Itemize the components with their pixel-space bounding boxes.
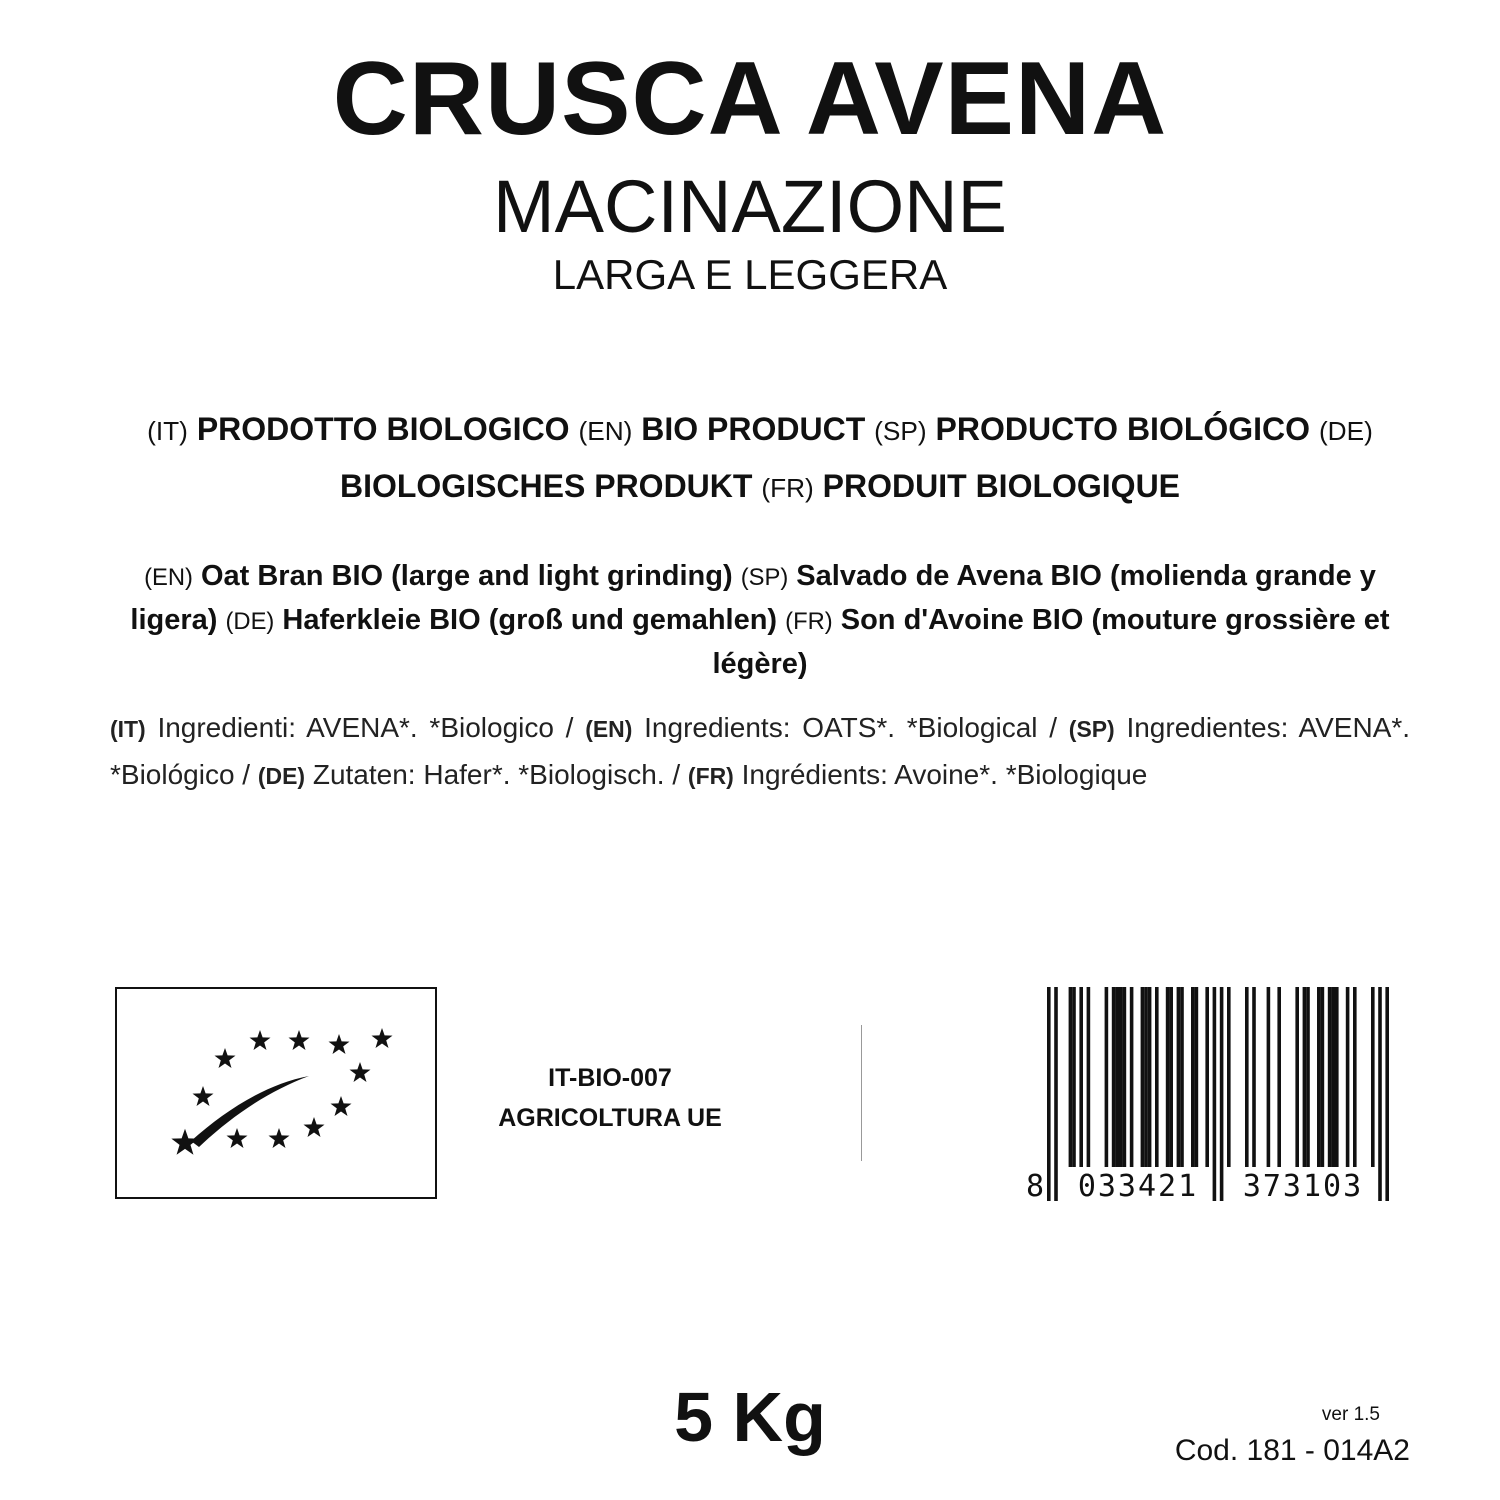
barcode-bar bbox=[1220, 987, 1224, 1201]
ingredients-text-de: Zutaten: Hafer*. *Biologisch. / bbox=[312, 759, 681, 790]
barcode-bar bbox=[1335, 987, 1339, 1167]
barcode-bar bbox=[1105, 987, 1109, 1167]
barcode-first-digit: 8 bbox=[1025, 1169, 1045, 1204]
barcode-bar bbox=[1195, 987, 1199, 1167]
lang-tag-de: (DE) bbox=[225, 608, 275, 635]
eu-organic-logo bbox=[115, 987, 437, 1199]
barcode-bar bbox=[1378, 987, 1382, 1201]
barcode-bar bbox=[1245, 987, 1249, 1167]
barcode-bar bbox=[1205, 987, 1209, 1167]
barcode-bar bbox=[1144, 987, 1148, 1167]
barcode-bar bbox=[1353, 987, 1357, 1167]
barcode-bar bbox=[1252, 987, 1256, 1167]
net-weight: 5 Kg bbox=[674, 1378, 826, 1456]
barcode-bar bbox=[1087, 987, 1091, 1167]
barcode-bar bbox=[1321, 987, 1325, 1167]
barcode-bar bbox=[1155, 987, 1159, 1167]
lang-tag-sp: (SP) bbox=[874, 416, 927, 446]
lang-tag-de: (DE) bbox=[1318, 416, 1373, 446]
barcode-bar bbox=[1169, 987, 1173, 1167]
barcode-bar bbox=[1303, 987, 1307, 1167]
product-grind-type: LARGA E LEGGERA bbox=[552, 251, 948, 298]
barcode-bar bbox=[1123, 987, 1127, 1167]
product-title: CRUSCA AVENA bbox=[332, 41, 1168, 157]
barcode-bar bbox=[1213, 987, 1217, 1201]
bio-text-en: BIO PRODUCT bbox=[641, 411, 866, 447]
lang-tag-fr: (FR) bbox=[687, 763, 734, 789]
barcode-bar bbox=[1141, 987, 1145, 1167]
barcode-bar bbox=[1079, 987, 1083, 1167]
ingredients-text-fr: Ingrédients: Avoine*. *Biologique bbox=[741, 759, 1148, 790]
lang-tag-it: (IT) bbox=[147, 416, 188, 446]
barcode-bar bbox=[1148, 987, 1152, 1167]
ean-barcode bbox=[1020, 985, 1410, 1205]
name-text-sp: Salvado de Avena BIO (molienda grande y ligera) bbox=[130, 560, 1376, 636]
barcode-bar bbox=[1385, 987, 1389, 1201]
barcode-bar bbox=[1177, 987, 1181, 1167]
barcode-icon bbox=[1020, 985, 1410, 1205]
bio-text-sp: PRODUCTO BIOLÓGICO bbox=[935, 411, 1311, 447]
barcode-bar bbox=[1346, 987, 1350, 1167]
barcode-bar bbox=[1295, 987, 1299, 1167]
barcode-bar bbox=[1047, 987, 1051, 1201]
bio-text-fr: PRODUIT BIOLOGIQUE bbox=[822, 468, 1181, 504]
barcode-bar bbox=[1069, 987, 1073, 1167]
ingredients-text-en: Ingredients: OATS*. *Biological / bbox=[644, 712, 1058, 743]
certification-info bbox=[470, 1058, 750, 1138]
label-version: ver 1.5 bbox=[1321, 1404, 1380, 1425]
barcode-bar bbox=[1331, 987, 1335, 1167]
barcode-bar bbox=[1227, 987, 1231, 1167]
eu-organic-leaf-icon bbox=[117, 989, 435, 1197]
bio-statement bbox=[110, 402, 1410, 516]
lang-tag-sp: (SP) bbox=[740, 564, 789, 591]
lang-tag-en: (EN) bbox=[144, 564, 193, 591]
barcode-bar bbox=[1072, 987, 1076, 1167]
barcode-right-group: 373103 bbox=[1242, 1169, 1364, 1204]
barcode-bar bbox=[1119, 987, 1123, 1167]
lang-tag-fr: (FR) bbox=[761, 473, 814, 503]
bio-text-it: PRODOTTO BIOLOGICO bbox=[196, 411, 570, 447]
barcode-bar bbox=[1115, 987, 1119, 1167]
bio-text-de: BIOLOGISCHES PRODUKT bbox=[339, 468, 753, 504]
product-subtitle: MACINAZIONE bbox=[493, 165, 1007, 248]
lang-tag-sp: (SP) bbox=[1068, 716, 1115, 742]
certification-code: IT-BIO-007 bbox=[548, 1064, 672, 1092]
product-code: Cod. 181 - 014A2 bbox=[1174, 1434, 1410, 1467]
barcode-bar bbox=[1130, 987, 1134, 1167]
name-text-de: Haferkleie BIO (groß und gemahlen) bbox=[282, 604, 778, 636]
barcode-bar bbox=[1277, 987, 1281, 1167]
barcode-bar bbox=[1306, 987, 1310, 1167]
agriculture-origin: AGRICOLTURA UE bbox=[498, 1104, 722, 1132]
ingredients-text-it: Ingredienti: AVENA*. *Biologico / bbox=[157, 712, 574, 743]
barcode-bar bbox=[1267, 987, 1271, 1167]
lang-tag-it: (IT) bbox=[110, 716, 146, 742]
barcode-bar bbox=[1371, 987, 1375, 1167]
barcode-bar bbox=[1054, 987, 1058, 1201]
lang-tag-en: (EN) bbox=[585, 716, 633, 742]
barcode-bar bbox=[1112, 987, 1116, 1167]
ingredients-text-sp: Ingredientes: AVENA*. *Biológico / bbox=[110, 712, 1411, 790]
barcode-bar bbox=[1166, 987, 1170, 1167]
name-text-en: Oat Bran BIO (large and light grinding) bbox=[200, 560, 733, 592]
barcode-bar bbox=[1328, 987, 1332, 1167]
name-text-fr: Son d'Avoine BIO (mouture grossière et légère) bbox=[712, 604, 1390, 680]
lang-tag-fr: (FR) bbox=[785, 608, 833, 635]
barcode-bar bbox=[1191, 987, 1195, 1167]
barcode-bar bbox=[1180, 987, 1184, 1167]
barcode-left-group: 033421 bbox=[1077, 1169, 1199, 1204]
product-names bbox=[110, 555, 1410, 685]
lang-tag-en: (EN) bbox=[578, 416, 633, 446]
ingredients-list bbox=[110, 705, 1410, 799]
lang-tag-de: (DE) bbox=[257, 763, 306, 789]
divider bbox=[861, 1025, 862, 1161]
barcode-bar bbox=[1317, 987, 1321, 1167]
